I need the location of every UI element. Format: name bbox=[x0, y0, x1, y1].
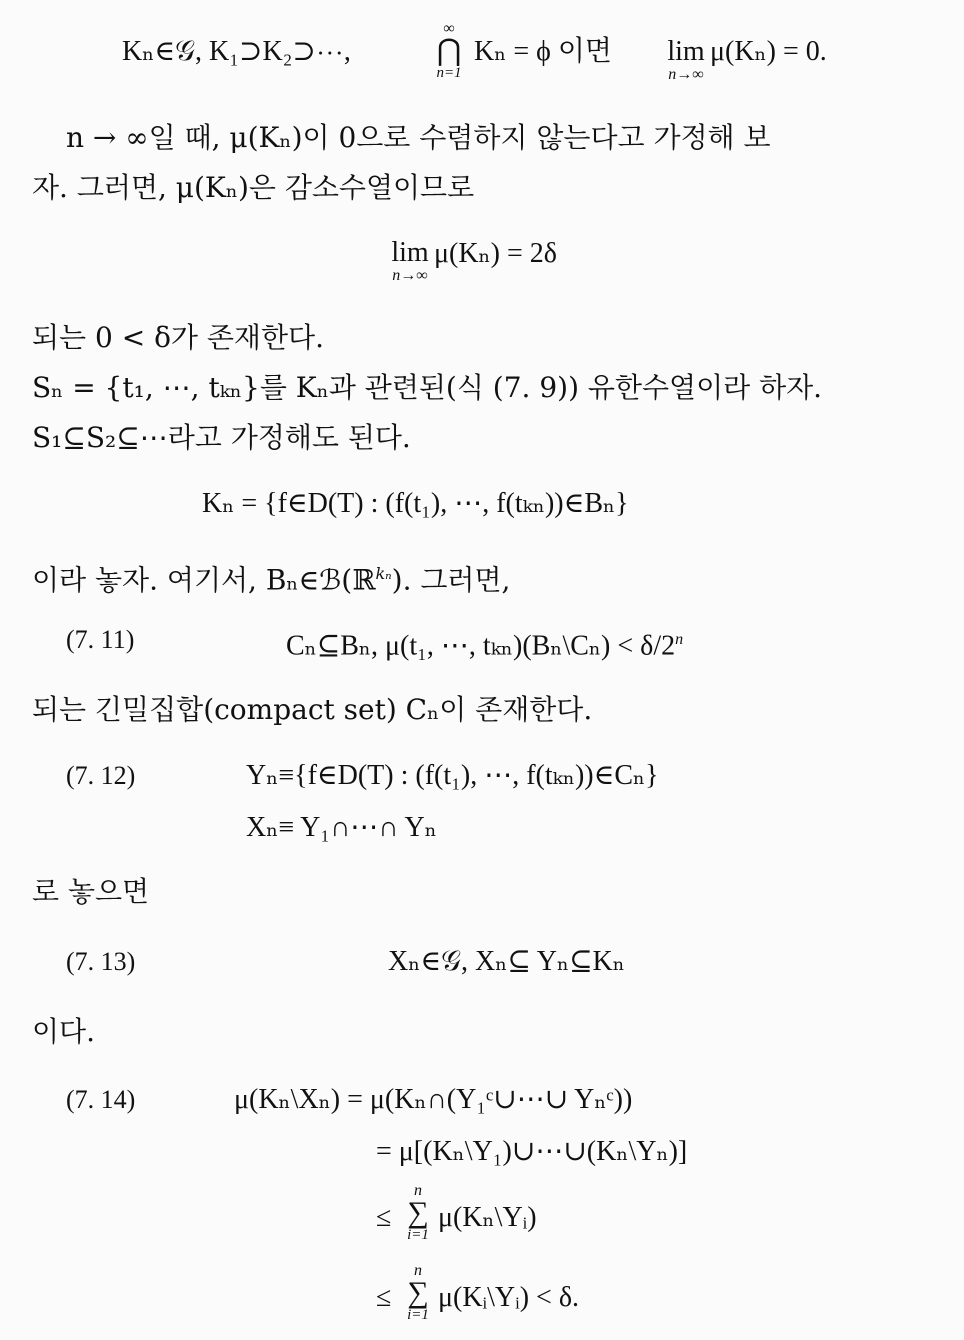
equation-number-7-14: (7. 14) bbox=[66, 1085, 136, 1114]
sum-2-upper: n bbox=[414, 1262, 422, 1279]
line-1-end: μ(Kₙ) = 0. bbox=[710, 36, 827, 67]
sum-2-lower: i=1 bbox=[407, 1307, 429, 1323]
paragraph-4 bbox=[32, 556, 510, 598]
big-cap-symbol: ⋂ bbox=[436, 34, 462, 67]
equation-7-11-body: Cₙ⊆Bₙ, μ(t₁, ⋯, tₖₙ)(Bₙ\Cₙ) < δ/2 bbox=[286, 630, 676, 662]
equation-7-11 bbox=[286, 622, 683, 664]
lim-text: lim bbox=[667, 36, 705, 67]
equation-number-7-13: (7. 13) bbox=[66, 947, 136, 976]
paragraph-4-superscript: kₙ bbox=[375, 564, 392, 583]
eq-lim-operator bbox=[384, 238, 436, 284]
paragraph-4-text: 이라 놓자. 여기서, Bₙ∈ℬ(ℝ bbox=[32, 563, 376, 597]
paragraph-3-line-2: S₁⊆S₂⊆⋯라고 가정해도 된다. bbox=[32, 421, 411, 454]
sum-operator-1 bbox=[402, 1184, 434, 1242]
equation-7-14-line-1: μ(Kₙ\Xₙ) = μ(Kₙ∩(Y₁ᶜ∪⋯∪ Yₙᶜ)) bbox=[234, 1084, 633, 1115]
sum-1-lower: i=1 bbox=[407, 1227, 429, 1243]
sum-1-upper: n bbox=[414, 1182, 422, 1199]
paragraph-7: 이다. bbox=[32, 1015, 95, 1048]
line-1-middle: Kₙ = ϕ 이면 bbox=[474, 36, 612, 67]
sum-operator-2 bbox=[402, 1264, 434, 1322]
eq-K-definition: Kₙ = {f∈D(T) : (f(t₁), ⋯, f(tₖₙ))∈Bₙ} bbox=[202, 488, 629, 519]
eq-lim-text: lim bbox=[391, 237, 429, 268]
paragraph-3-line-1: Sₙ = {t₁, ⋯, tₖₙ}를 Kₙ과 관련된(식 (7. 9)) 유한수열이라 하자. bbox=[32, 371, 823, 404]
paragraph-2: 되는 0 < δ가 존재한다. bbox=[32, 321, 324, 354]
big-cap bbox=[434, 22, 464, 80]
sum-2-symbol: ∑ bbox=[407, 1276, 429, 1309]
equation-7-14-line-4-leq: ≤ bbox=[376, 1282, 392, 1313]
equation-7-14-line-2: = μ[(Kₙ\Y₁)∪⋯∪(Kₙ\Yₙ)] bbox=[376, 1136, 688, 1167]
line-1-start: Kₙ∈𝒢, K₁⊃K₂⊃⋯, bbox=[122, 36, 351, 67]
paragraph-1-line-2: 자. 그러면, μ(Kₙ)은 감소수열이므로 bbox=[32, 171, 475, 204]
paragraph-4-end: ). 그러면, bbox=[391, 563, 511, 597]
eq-lim-body: μ(Kₙ) = 2δ bbox=[434, 238, 557, 269]
equation-7-13: Xₙ∈𝒢, Xₙ⊆ Yₙ⊆Kₙ bbox=[388, 946, 625, 977]
equation-7-12-line-2: Xₙ≡ Y₁∩⋯∩ Yₙ bbox=[246, 812, 437, 843]
paragraph-1-line-1: n → ∞일 때, μ(Kₙ)이 0으로 수렴하지 않는다고 가정해 보 bbox=[66, 121, 771, 154]
equation-number-7-12: (7. 12) bbox=[66, 761, 136, 790]
equation-number-7-11: (7. 11) bbox=[66, 625, 135, 654]
lim-subscript: n→∞ bbox=[668, 66, 704, 83]
eq-lim-subscript: n→∞ bbox=[392, 267, 428, 284]
paragraph-6: 로 놓으면 bbox=[32, 875, 150, 908]
sum-1-symbol: ∑ bbox=[407, 1196, 429, 1229]
equation-7-11-superscript: n bbox=[675, 631, 684, 648]
equation-7-14-line-3-leq: ≤ bbox=[376, 1202, 392, 1233]
big-cap-lower: n=1 bbox=[436, 65, 462, 81]
equation-7-12-line-1: Yₙ≡{f∈D(T) : (f(t₁), ⋯, f(tₖₙ))∈Cₙ} bbox=[246, 760, 659, 791]
big-cap-upper: ∞ bbox=[443, 20, 455, 37]
equation-7-14-line-4: μ(Kᵢ\Yᵢ) < δ. bbox=[438, 1282, 580, 1313]
equation-7-14-line-3: μ(Kₙ\Yᵢ) bbox=[438, 1202, 537, 1233]
paragraph-5: 되는 긴밀집합(compact set) Cₙ이 존재한다. bbox=[32, 693, 593, 726]
line-1-lim bbox=[660, 37, 712, 83]
